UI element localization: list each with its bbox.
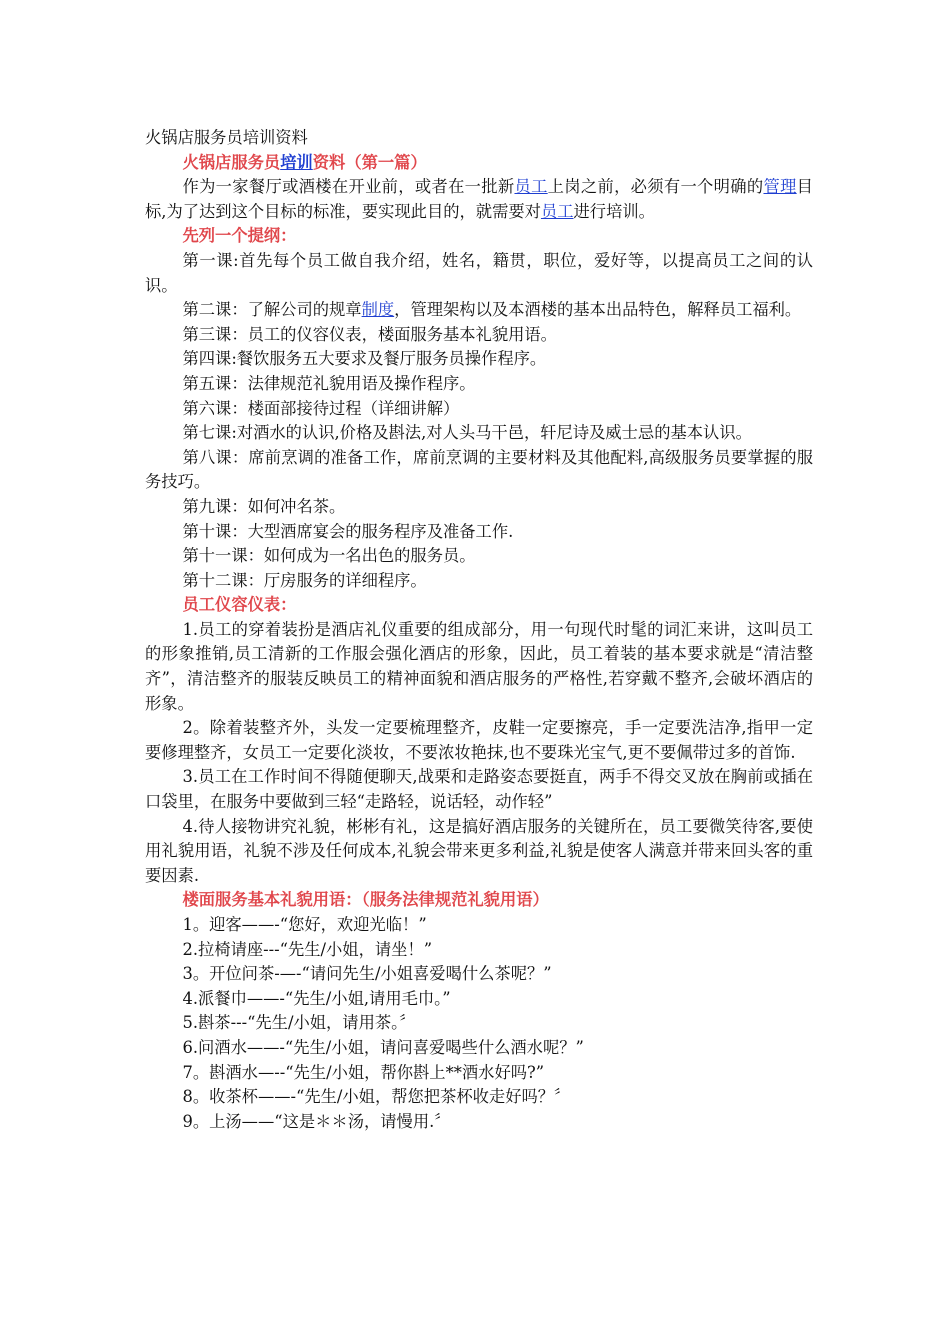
appearance-paragraph-2: 2。除着装整齐外，头发一定要梳理整齐，皮鞋一定要擦亮，手一定要洗洁净,指甲一定要修理整齐，女员工一定要化淡妆，不要浓妆艳抹,也不要珠光宝气,更不要佩带过多的首饰. <box>145 718 813 762</box>
lesson-12: 第十二课：厅房服务的详细程序。 <box>182 570 427 590</box>
link-management[interactable]: 管理 <box>763 177 797 197</box>
lesson-3: 第三课：员工的仪容仪表，楼面服务基本礼貌用语。 <box>182 324 557 344</box>
link-employee[interactable]: 员工 <box>540 201 574 221</box>
link-regulations[interactable]: 制度 <box>361 300 395 320</box>
phrase-item: 6.问酒水——-“先生/小姐，请问喜爱喝些什么酒水呢？” <box>182 1037 584 1057</box>
lesson-1: 第一课:首先每个员工做自我介绍，姓名，籍贯，职位，爱好等，以提高员工之间的认识。 <box>145 250 813 295</box>
lesson-5: 第五课：法律规范礼貌用语及操作程序。 <box>182 373 476 393</box>
lesson-text: 第二课：了解公司的规章 <box>182 300 362 320</box>
lesson-2 <box>145 298 813 323</box>
document-body <box>145 126 813 1134</box>
link-training[interactable]: 培训 <box>280 152 313 172</box>
appearance-paragraph-1: 1.员工的穿着装扮是酒店礼仪重要的组成部分，用一句现代时髦的词汇来讲，这叫员工的形象推销,员工清新的工作服会强化酒店的形象，因此，员工着装的基本要求就是“清洁整齐”，清洁整齐的服装反映员工的精神面貌和酒店服务的严格性,若穿戴不整齐,会破坏酒店的形象。 <box>145 619 813 713</box>
lesson-text: ，管理架构以及本酒楼的基本出品特色，解释员工福利。 <box>394 300 802 320</box>
lesson-11: 第十一课：如何成为一名出色的服务员。 <box>182 546 476 566</box>
phrases-heading: 楼面服务基本礼貌用语：（服务法律规范礼貌用语） <box>182 890 549 910</box>
outline-heading: 先列一个提纲： <box>182 226 297 246</box>
intro-text: 作为一家餐厅或酒楼在开业前，或者在一批新 <box>182 177 515 197</box>
lesson-10: 第十课：大型酒席宴会的服务程序及准备工作. <box>182 521 514 541</box>
appearance-paragraph-3: 3.员工在工作时间不得随便聊天,战栗和走路姿态要挺直，两手不得交叉放在胸前或插在口袋里，在服务中要做到三轻“走路轻，说话轻，动作轻” <box>145 767 813 812</box>
intro-text: 目标,为了达到这个目标的标准，要实现此目的，就需要对 <box>145 177 813 221</box>
phrase-item: 3。开位问茶-—-“请问先生/小姐喜爱喝什么茶呢？” <box>182 964 552 984</box>
lesson-8: 第八课：席前烹调的准备工作，席前烹调的主要材料及其他配料,高级服务员要掌握的服务技巧。 <box>145 447 813 492</box>
phrase-item: 4.派餐巾——-“先生/小姐,请用毛巾。” <box>182 988 451 1008</box>
intro-text: 进行培训。 <box>573 201 655 221</box>
lesson-9: 第九课：如何冲名茶。 <box>182 496 346 516</box>
appearance-heading: 员工仪容仪表： <box>182 595 297 615</box>
lesson-4: 第四课:餐饮服务五大要求及餐厅服务员操作程序。 <box>182 349 547 369</box>
phrase-item: 7。斟酒水—--“先生/小姐，帮你斟上**酒水好吗?” <box>182 1062 545 1082</box>
intro-paragraph <box>145 175 813 224</box>
lesson-6: 第六课：楼面部接待过程（详细讲解） <box>182 398 460 418</box>
phrase-item: 9。上汤——“这是＊＊汤，请慢用.〞 <box>182 1111 451 1131</box>
intro-text: 上岗之前，必须有一个明确的 <box>547 177 764 197</box>
link-employee[interactable]: 员工 <box>514 177 548 197</box>
phrase-item: 8。收茶杯——-“先生/小姐，帮您把茶杯收走好吗？〞 <box>182 1087 571 1107</box>
phrase-item: 1。迎客——-“您好，欢迎光临！” <box>182 915 427 934</box>
section-heading <box>145 151 813 176</box>
appearance-paragraph-4: 4.待人接物讲究礼貌，彬彬有礼，这是搞好酒店服务的关键所在，员工要微笑待客,要使用礼貌用语，礼貌不涉及任何成本,礼貌会带来更多利益,礼貌是使客人满意并带来回头客的重要因素. <box>145 816 813 885</box>
lesson-7: 第七课:对酒水的认识,价格及斟法,对人头马干邑，轩尼诗及威士忌的基本认识。 <box>182 423 752 443</box>
section-heading-text-tail: 资料（第一篇） <box>312 152 427 172</box>
document-title: 火锅店服务员培训资料 <box>145 128 308 147</box>
phrase-item: 2.拉椅请座---“先生/小姐，请坐！” <box>182 939 433 959</box>
section-heading-text: 火锅店服务员 <box>182 152 281 172</box>
phrase-item: 5.斟茶---“先生/小姐，请用茶。〞 <box>182 1013 416 1033</box>
